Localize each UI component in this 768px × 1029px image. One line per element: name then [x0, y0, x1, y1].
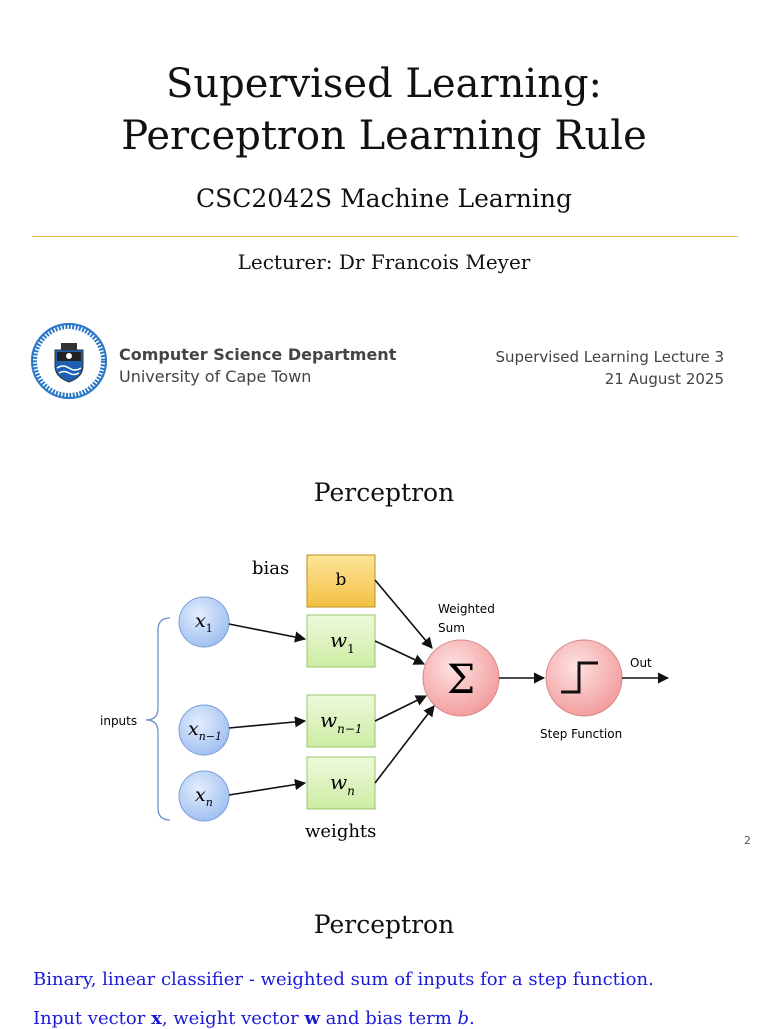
weighted-label-2: Sum — [438, 621, 465, 635]
step-function-label: Step Function — [540, 727, 623, 741]
arrow-xn-wn — [229, 783, 305, 795]
arrow-w1-sum — [375, 641, 424, 664]
sum-icon: Σ — [446, 657, 476, 703]
title-line-2: Perceptron Learning Rule — [121, 113, 647, 159]
weights-label: weights — [305, 821, 377, 842]
input-n-label: $x_n$ — [195, 784, 213, 809]
step-node — [546, 640, 622, 716]
weighted-label-1: Weighted — [438, 602, 495, 616]
course-subtitle: CSC2042S Machine Learning — [196, 184, 572, 213]
university-logo-icon — [30, 322, 108, 400]
inputs-label: inputs — [100, 714, 138, 728]
title-line-1: Supervised Learning: — [165, 61, 603, 107]
page-number: 2 — [744, 834, 751, 847]
weight-n-label: $w_n$ — [330, 770, 355, 798]
perceptron-diagram — [0, 540, 768, 850]
input-n-1-label: $x_{n-1}$ — [188, 718, 223, 743]
bias-label: bias — [252, 558, 290, 579]
bias-box-label: b — [335, 570, 347, 590]
arrow-xn1-wn1 — [229, 721, 305, 728]
out-label: Out — [630, 656, 652, 670]
department-block — [119, 344, 396, 388]
arrow-wn1-sum — [375, 696, 426, 721]
lecturer: Lecturer: Dr Francois Meyer — [237, 250, 531, 274]
page-title — [0, 58, 768, 162]
inputs-brace — [146, 618, 170, 820]
lecture-name: Supervised Learning Lecture 3 — [495, 348, 724, 366]
weight-n-1-label: $w_{n-1}$ — [320, 708, 363, 736]
department-name: Computer Science Department — [119, 345, 397, 364]
arrow-b-sum — [375, 580, 432, 648]
arrow-x1-w1 — [229, 624, 305, 639]
perceptron-heading: Perceptron — [313, 478, 455, 507]
weight-box-n-1 — [307, 695, 375, 747]
lecture-info — [495, 346, 724, 390]
perceptron-heading-2: Perceptron — [313, 910, 455, 939]
divider — [32, 236, 738, 237]
lecture-date: 21 August 2025 — [604, 370, 724, 388]
body-line-1: Binary, linear classifier - weighted sum of inputs for a step function. — [33, 969, 654, 990]
weight-1-label: $w_1$ — [330, 628, 355, 656]
university-name: University of Cape Town — [119, 367, 312, 386]
input-1-label: $x_1$ — [195, 610, 213, 635]
body-line-2: Input vector x, weight vector w and bias term b. — [33, 1008, 475, 1029]
